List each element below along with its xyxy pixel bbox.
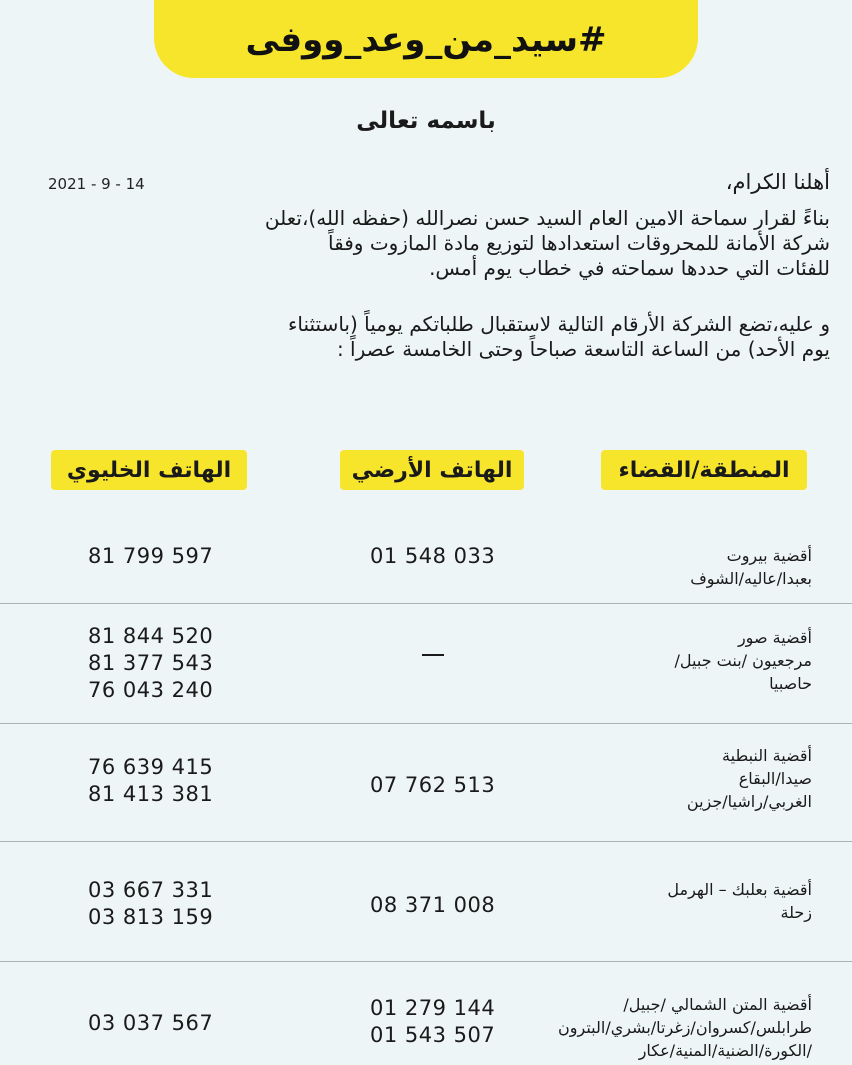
mobile-number: 03 667 331 03 813 159 [88,878,214,929]
invocation-heading: باسمه تعالى [356,108,496,134]
region-name: أقضية بعلبك – الهرمل زحلة [667,880,812,922]
mobile-number: 81 844 520 81 377 543 76 043 240 [88,624,214,702]
instructions-paragraph: و عليه،تضع الشركة الأرقام التالية لاستقبال طلباتكم يومياً (باستثناء يوم الأحد) من الساعة التاسعة صباحاً وحتى الخامسة عصراً : [287,312,830,361]
mobile-number: 81 799 597 [88,544,214,568]
no-landline-dash [422,654,444,656]
region-name: أقضية المتن الشمالي /جبيل/ طرابلس/كسروان/زغرتا/بشري/البترون /الكورة/الضنية/المنية/عكار [558,995,812,1060]
landline-number: 01 548 033 [370,544,496,568]
table-row [0,530,852,604]
region-name: أقضية النبطية صيدا/البقاع الغربي/راشيا/جزين [686,746,812,811]
hashtag-title: #سيد_من_وعد_ووفى [245,20,607,60]
region-name: أقضية بيروت بعبدا/عاليه/الشوف [690,546,812,588]
mobile-column-header: الهاتف الخليوي [51,450,247,490]
table-row [0,604,852,724]
landline-column-header: الهاتف الأرضي [340,450,524,490]
region-name: أقضية صور مرجعيون /بنت جبيل/ حاصبيا [674,628,812,693]
mobile-number: 76 639 415 81 413 381 [88,755,214,806]
landline-number: 07 762 513 [370,773,496,797]
table-row [0,962,852,1065]
greeting: أهلنا الكرام، [725,170,830,194]
landline-number: 01 279 144 01 543 507 [370,996,496,1047]
hashtag-banner [154,0,698,78]
table-row [0,724,852,842]
landline-number: 08 371 008 [370,893,496,917]
document-date: 2021 - 9 - 14 [48,175,145,193]
table-row [0,842,852,962]
mobile-number: 03 037 567 [88,1011,214,1035]
announcement-paragraph: بناءً لقرار سماحة الامين العام السيد حسن نصرالله (حفظه الله)،تعلن شركة الأمانة للمحروقات استعدادها لتوزيع مادة المازوت وفقاً للفئات التي حددها سماحته في خطاب يوم أمس. [264,206,830,280]
region-column-header: المنطقة/القضاء [601,450,807,490]
